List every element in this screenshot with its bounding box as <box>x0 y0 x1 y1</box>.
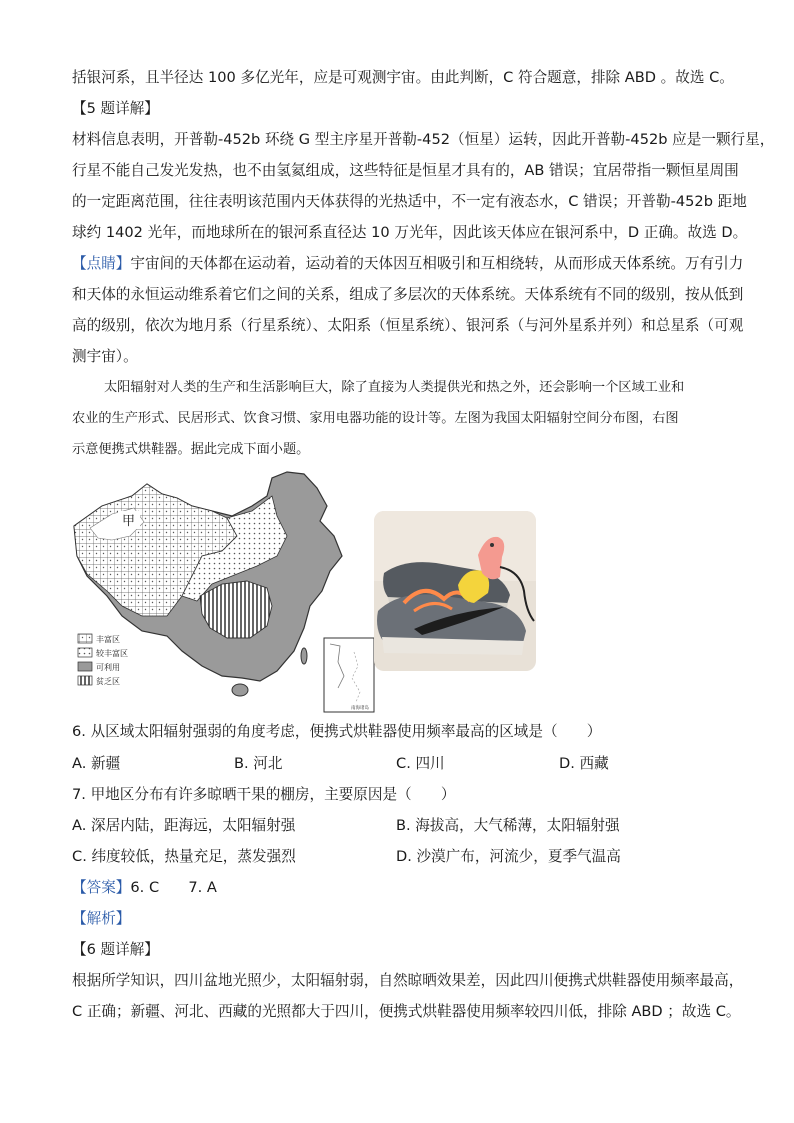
q6-option-a: A. 新疆 <box>72 755 121 772</box>
map-legend <box>78 634 128 686</box>
section-heading-q6: 【6 题详解】 <box>72 941 159 958</box>
china-solar-radiation-map <box>72 466 378 714</box>
material-line: 示意便携式烘鞋器。据此完成下面小题。 <box>72 442 310 457</box>
text-line: 测宇宙）。 <box>72 348 138 365</box>
answer-line <box>72 878 217 898</box>
text-line: 根据所学知识，四川盆地光照少，太阳辐射弱，自然晾晒效果差，因此四川便携式烘鞋器使用频率最高， <box>72 972 744 989</box>
text-line: 【点睛】宇宙间的天体都在运动着，运动着的天体因互相吸引和互相绕转，从而形成天体系统。万有引力 <box>72 255 744 272</box>
jiexi-heading: 【解析】 <box>72 910 131 927</box>
taiwan-island <box>301 648 307 664</box>
text-line: C 正确；新疆、河北、西藏的光照都大于四川，便携式烘鞋器使用频率较四川低，排除 ABD ；故选 C。 <box>72 1003 741 1020</box>
q7-option-b: B. 海拔高，大气稀薄，太阳辐射强 <box>396 817 620 834</box>
text-line: 和天体的永恒运动维系着它们之间的关系，组成了多层次的天体系统。天体系统有不同的级别，按从低到 <box>72 286 744 303</box>
q7-option-c: C. 纬度较低，热量充足，蒸发强烈 <box>72 848 296 865</box>
question-7: 7. 甲地区分布有许多晾晒干果的棚房，主要原因是（ ） <box>72 786 456 803</box>
text-line: 的一定距离范围，往往表明该范围内天体获得的光热适中，不一定有液态水，C 错误；开普勒-452b 距地 <box>72 193 747 210</box>
q6-option-c: C. 四川 <box>396 755 445 772</box>
inset-caption: 南海诸岛 <box>351 706 369 711</box>
text-line: 材料信息表明，开普勒-452b 环绕 G 型主序星开普勒-452（恒星）运转，因此开普勒-452b 应是一颗行星， <box>72 131 775 148</box>
text-line: 球约 1402 光年，而地球所在的银河系直径达 10 万光年，因此该天体应在银河系中，D 正确。故选 D。 <box>72 224 748 241</box>
q6-option-b: B. 河北 <box>234 755 283 772</box>
question-6: 6. 从区域太阳辐射强弱的角度考虑，便携式烘鞋器使用频率最高的区域是（ ） <box>72 723 602 740</box>
legend-label: 可利用 <box>96 663 120 672</box>
q6-option-d: D. 西藏 <box>559 755 609 772</box>
material-line: 太阳辐射对人类的生产和生活影响巨大，除了直接为人类提供光和热之外，还会影响一个区域工业和 <box>104 380 685 395</box>
south-china-sea-inset <box>324 638 374 712</box>
q7-option-a: A. 深居内陆，距海远，太阳辐射强 <box>72 817 296 834</box>
legend-label: 丰富区 <box>96 635 120 644</box>
portable-shoe-dryer-photo <box>374 511 536 671</box>
legend-label: 贫乏区 <box>96 677 120 686</box>
q7-option-d: D. 沙漠广布，河流少，夏季气温高 <box>396 848 621 865</box>
hainan-island <box>232 684 248 696</box>
text-line: 高的级别，依次为地月系（行星系统）、太阳系（恒星系统）、银河系（与河外星系并列）和总星系（可观 <box>72 317 744 334</box>
section-heading-q5: 【5 题详解】 <box>72 100 159 117</box>
answer-tag: 【答案】 <box>72 879 131 896</box>
dianjing-tag: 【点睛】 <box>72 255 131 272</box>
text-line: 括银河系，且半径达 100 多亿光年，应是可观测宇宙。由此判断，C 符合题意，排除 ABD 。故选 C。 <box>72 69 734 86</box>
region-label: 甲 <box>122 514 136 529</box>
answer-text: 6. C 7. A <box>130 879 217 896</box>
text-line: 行星不能自己发光发热，也不由氢氦组成，这些特征是恒星才具有的，AB 错误；宜居带指一颗恒星周围 <box>72 162 739 179</box>
legend-label: 较丰富区 <box>96 649 128 658</box>
material-line: 农业的生产形式、民居形式、饮食习惯、家用电器功能的设计等。左图为我国太阳辐射空间分布图，右图 <box>72 411 679 426</box>
